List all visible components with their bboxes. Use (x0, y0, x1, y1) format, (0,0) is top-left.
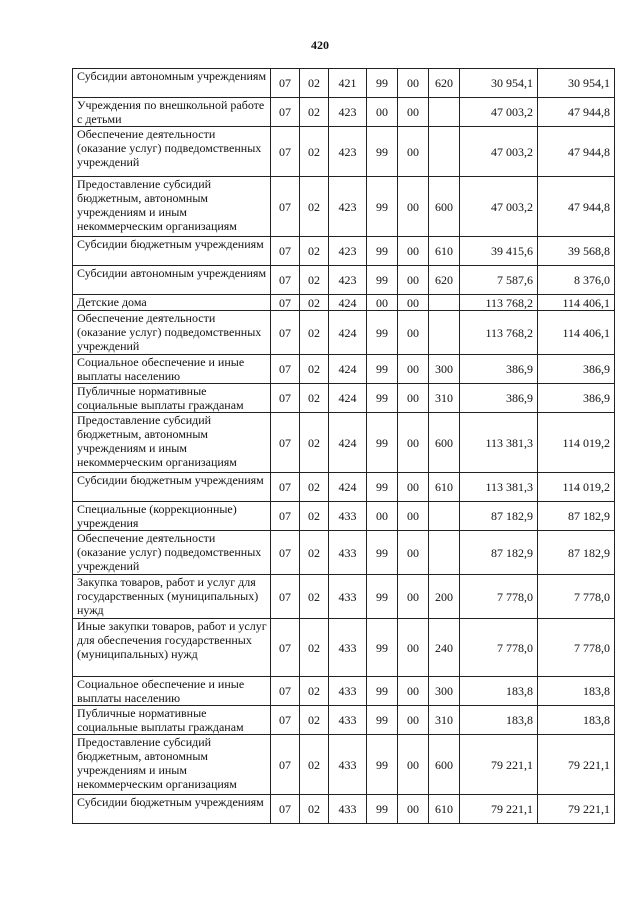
section-code-cell: 07 (271, 502, 300, 531)
article-code-cell: 423 (329, 266, 367, 295)
table-row (73, 735, 615, 795)
section-code-cell: 07 (271, 706, 300, 735)
amount-year1-cell: 30 954,1 (460, 69, 538, 98)
section-code-cell: 07 (271, 311, 300, 355)
subsection-code-cell: 02 (300, 311, 329, 355)
section-code-cell: 07 (271, 384, 300, 413)
section-code-cell: 07 (271, 69, 300, 98)
article-code-cell: 423 (329, 177, 367, 237)
article-code-cell: 433 (329, 735, 367, 795)
expense-type-cell: 310 (429, 706, 460, 735)
subsection-code-cell: 02 (300, 619, 329, 677)
table-row (73, 619, 615, 677)
subarticle-code-cell: 99 (367, 473, 398, 502)
article-code-cell: 424 (329, 355, 367, 384)
subarticle-code-cell: 99 (367, 619, 398, 677)
row-name-cell: Субсидии автономным учреждениям (73, 266, 271, 295)
section-code-cell: 07 (271, 266, 300, 295)
section-code-cell: 07 (271, 413, 300, 473)
expense-type-cell: 300 (429, 355, 460, 384)
subsection-code-cell: 02 (300, 502, 329, 531)
amount-year1-cell: 183,8 (460, 677, 538, 706)
amount-year1-cell: 7 778,0 (460, 619, 538, 677)
expense-type-cell: 600 (429, 177, 460, 237)
expense-type-cell: 310 (429, 384, 460, 413)
row-name-cell: Субсидии автономным учреждениям (73, 69, 271, 98)
row-name-cell: Предоставление субсидий бюджетным, автономным учреждениям и иным некоммерческим организациям (73, 735, 271, 795)
subsection-code-cell: 02 (300, 237, 329, 266)
subsection-code-cell: 02 (300, 266, 329, 295)
article-code-cell: 424 (329, 413, 367, 473)
subsection-code-cell: 02 (300, 355, 329, 384)
expense-type-cell: 620 (429, 69, 460, 98)
table-row (73, 677, 615, 706)
subsection-code-cell: 02 (300, 413, 329, 473)
item-code-cell: 00 (398, 98, 429, 127)
item-code-cell: 00 (398, 295, 429, 311)
subarticle-code-cell: 99 (367, 311, 398, 355)
amount-year1-cell: 113 381,3 (460, 413, 538, 473)
subsection-code-cell: 02 (300, 384, 329, 413)
item-code-cell: 00 (398, 69, 429, 98)
expense-type-cell: 600 (429, 413, 460, 473)
row-name-cell: Публичные нормативные социальные выплаты гражданам (73, 384, 271, 413)
amount-year1-cell: 87 182,9 (460, 531, 538, 575)
subarticle-code-cell: 99 (367, 735, 398, 795)
amount-year1-cell: 39 415,6 (460, 237, 538, 266)
item-code-cell: 00 (398, 127, 429, 177)
article-code-cell: 433 (329, 795, 367, 824)
amount-year1-cell: 47 003,2 (460, 127, 538, 177)
subarticle-code-cell: 99 (367, 237, 398, 266)
amount-year2-cell: 47 944,8 (538, 177, 615, 237)
amount-year1-cell: 113 768,2 (460, 311, 538, 355)
item-code-cell: 00 (398, 502, 429, 531)
row-name-cell: Субсидии бюджетным учреждениям (73, 473, 271, 502)
subarticle-code-cell: 99 (367, 575, 398, 619)
expense-type-cell: 610 (429, 795, 460, 824)
budget-table (72, 68, 615, 824)
row-name-cell: Учреждения по внешкольной работе с детьми (73, 98, 271, 127)
subarticle-code-cell: 99 (367, 127, 398, 177)
article-code-cell: 424 (329, 473, 367, 502)
row-name-cell: Детские дома (73, 295, 271, 311)
expense-type-cell (429, 98, 460, 127)
table-row (73, 177, 615, 237)
item-code-cell: 00 (398, 266, 429, 295)
amount-year2-cell: 7 778,0 (538, 619, 615, 677)
expense-type-cell (429, 502, 460, 531)
article-code-cell: 433 (329, 677, 367, 706)
expense-type-cell: 610 (429, 237, 460, 266)
table-row (73, 384, 615, 413)
article-code-cell: 433 (329, 575, 367, 619)
item-code-cell: 00 (398, 795, 429, 824)
table-row (73, 706, 615, 735)
row-name-cell: Иные закупки товаров, работ и услуг для обеспечения государственных (муниципальных) нужд (73, 619, 271, 677)
subsection-code-cell: 02 (300, 795, 329, 824)
amount-year2-cell: 183,8 (538, 677, 615, 706)
section-code-cell: 07 (271, 355, 300, 384)
amount-year2-cell: 114 019,2 (538, 473, 615, 502)
section-code-cell: 07 (271, 575, 300, 619)
table-row (73, 413, 615, 473)
amount-year1-cell: 183,8 (460, 706, 538, 735)
amount-year1-cell: 47 003,2 (460, 177, 538, 237)
subsection-code-cell: 02 (300, 531, 329, 575)
amount-year1-cell: 47 003,2 (460, 98, 538, 127)
table-row (73, 311, 615, 355)
expense-type-cell (429, 311, 460, 355)
subsection-code-cell: 02 (300, 127, 329, 177)
section-code-cell: 07 (271, 619, 300, 677)
article-code-cell: 421 (329, 69, 367, 98)
amount-year2-cell: 87 182,9 (538, 502, 615, 531)
row-name-cell: Закупка товаров, работ и услуг для государственных (муниципальных) нужд (73, 575, 271, 619)
section-code-cell: 07 (271, 795, 300, 824)
row-name-cell: Предоставление субсидий бюджетным, автономным учреждениям и иным некоммерческим организациям (73, 413, 271, 473)
subsection-code-cell: 02 (300, 575, 329, 619)
expense-type-cell (429, 127, 460, 177)
table-body (73, 69, 615, 824)
amount-year1-cell: 79 221,1 (460, 735, 538, 795)
item-code-cell: 00 (398, 237, 429, 266)
table-row (73, 127, 615, 177)
subarticle-code-cell: 99 (367, 177, 398, 237)
item-code-cell: 00 (398, 413, 429, 473)
row-name-cell: Специальные (коррекционные) учреждения (73, 502, 271, 531)
row-name-cell: Субсидии бюджетным учреждениям (73, 237, 271, 266)
page-number: 420 (311, 38, 329, 52)
item-code-cell: 00 (398, 177, 429, 237)
section-code-cell: 07 (271, 677, 300, 706)
expense-type-cell: 240 (429, 619, 460, 677)
section-code-cell: 07 (271, 98, 300, 127)
subsection-code-cell: 02 (300, 295, 329, 311)
amount-year2-cell: 30 954,1 (538, 69, 615, 98)
table-row (73, 502, 615, 531)
amount-year2-cell: 8 376,0 (538, 266, 615, 295)
row-name-cell: Обеспечение деятельности (оказание услуг) подведомственных учреждений (73, 127, 271, 177)
amount-year1-cell: 386,9 (460, 355, 538, 384)
row-name-cell: Обеспечение деятельности (оказание услуг) подведомственных учреждений (73, 531, 271, 575)
subarticle-code-cell: 99 (367, 795, 398, 824)
subsection-code-cell: 02 (300, 98, 329, 127)
row-name-cell: Субсидии бюджетным учреждениям (73, 795, 271, 824)
subarticle-code-cell: 99 (367, 706, 398, 735)
section-code-cell: 07 (271, 237, 300, 266)
section-code-cell: 07 (271, 735, 300, 795)
subarticle-code-cell: 99 (367, 384, 398, 413)
amount-year2-cell: 79 221,1 (538, 795, 615, 824)
subsection-code-cell: 02 (300, 177, 329, 237)
row-name-cell: Социальное обеспечение и иные выплаты населению (73, 677, 271, 706)
item-code-cell: 00 (398, 384, 429, 413)
row-name-cell: Социальное обеспечение и иные выплаты населению (73, 355, 271, 384)
row-name-cell: Публичные нормативные социальные выплаты гражданам (73, 706, 271, 735)
item-code-cell: 00 (398, 355, 429, 384)
item-code-cell: 00 (398, 677, 429, 706)
table-row (73, 266, 615, 295)
amount-year1-cell: 113 381,3 (460, 473, 538, 502)
article-code-cell: 433 (329, 531, 367, 575)
subarticle-code-cell: 99 (367, 355, 398, 384)
expense-type-cell: 610 (429, 473, 460, 502)
item-code-cell: 00 (398, 706, 429, 735)
subsection-code-cell: 02 (300, 706, 329, 735)
table-row (73, 69, 615, 98)
subarticle-code-cell: 00 (367, 502, 398, 531)
subarticle-code-cell: 99 (367, 266, 398, 295)
subarticle-code-cell: 99 (367, 677, 398, 706)
amount-year1-cell: 386,9 (460, 384, 538, 413)
item-code-cell: 00 (398, 531, 429, 575)
amount-year1-cell: 7 587,6 (460, 266, 538, 295)
item-code-cell: 00 (398, 735, 429, 795)
section-code-cell: 07 (271, 177, 300, 237)
article-code-cell: 433 (329, 706, 367, 735)
expense-type-cell (429, 295, 460, 311)
subarticle-code-cell: 99 (367, 531, 398, 575)
article-code-cell: 433 (329, 619, 367, 677)
amount-year1-cell: 87 182,9 (460, 502, 538, 531)
amount-year1-cell: 113 768,2 (460, 295, 538, 311)
amount-year2-cell: 386,9 (538, 355, 615, 384)
section-code-cell: 07 (271, 127, 300, 177)
article-code-cell: 423 (329, 98, 367, 127)
table-row (73, 355, 615, 384)
expense-type-cell: 620 (429, 266, 460, 295)
expense-type-cell: 200 (429, 575, 460, 619)
subsection-code-cell: 02 (300, 69, 329, 98)
item-code-cell: 00 (398, 473, 429, 502)
article-code-cell: 424 (329, 384, 367, 413)
item-code-cell: 00 (398, 575, 429, 619)
table-row (73, 237, 615, 266)
amount-year2-cell: 386,9 (538, 384, 615, 413)
table-row (73, 575, 615, 619)
subsection-code-cell: 02 (300, 677, 329, 706)
subarticle-code-cell: 00 (367, 295, 398, 311)
row-name-cell: Предоставление субсидий бюджетным, автономным учреждениям и иным некоммерческим организациям (73, 177, 271, 237)
amount-year2-cell: 47 944,8 (538, 98, 615, 127)
amount-year1-cell: 7 778,0 (460, 575, 538, 619)
amount-year2-cell: 7 778,0 (538, 575, 615, 619)
amount-year2-cell: 183,8 (538, 706, 615, 735)
expense-type-cell: 600 (429, 735, 460, 795)
article-code-cell: 424 (329, 295, 367, 311)
amount-year2-cell: 39 568,8 (538, 237, 615, 266)
section-code-cell: 07 (271, 295, 300, 311)
amount-year2-cell: 47 944,8 (538, 127, 615, 177)
expense-type-cell: 300 (429, 677, 460, 706)
section-code-cell: 07 (271, 473, 300, 502)
article-code-cell: 433 (329, 502, 367, 531)
section-code-cell: 07 (271, 531, 300, 575)
amount-year1-cell: 79 221,1 (460, 795, 538, 824)
table-row (73, 531, 615, 575)
amount-year2-cell: 79 221,1 (538, 735, 615, 795)
table-row (73, 473, 615, 502)
subarticle-code-cell: 00 (367, 98, 398, 127)
article-code-cell: 424 (329, 311, 367, 355)
subsection-code-cell: 02 (300, 735, 329, 795)
article-code-cell: 423 (329, 237, 367, 266)
table-row (73, 795, 615, 824)
subsection-code-cell: 02 (300, 473, 329, 502)
amount-year2-cell: 87 182,9 (538, 531, 615, 575)
table-row (73, 295, 615, 311)
item-code-cell: 00 (398, 619, 429, 677)
subarticle-code-cell: 99 (367, 69, 398, 98)
article-code-cell: 423 (329, 127, 367, 177)
amount-year2-cell: 114 019,2 (538, 413, 615, 473)
row-name-cell: Обеспечение деятельности (оказание услуг) подведомственных учреждений (73, 311, 271, 355)
amount-year2-cell: 114 406,1 (538, 295, 615, 311)
subarticle-code-cell: 99 (367, 413, 398, 473)
amount-year2-cell: 114 406,1 (538, 311, 615, 355)
table-row (73, 98, 615, 127)
expense-type-cell (429, 531, 460, 575)
item-code-cell: 00 (398, 311, 429, 355)
